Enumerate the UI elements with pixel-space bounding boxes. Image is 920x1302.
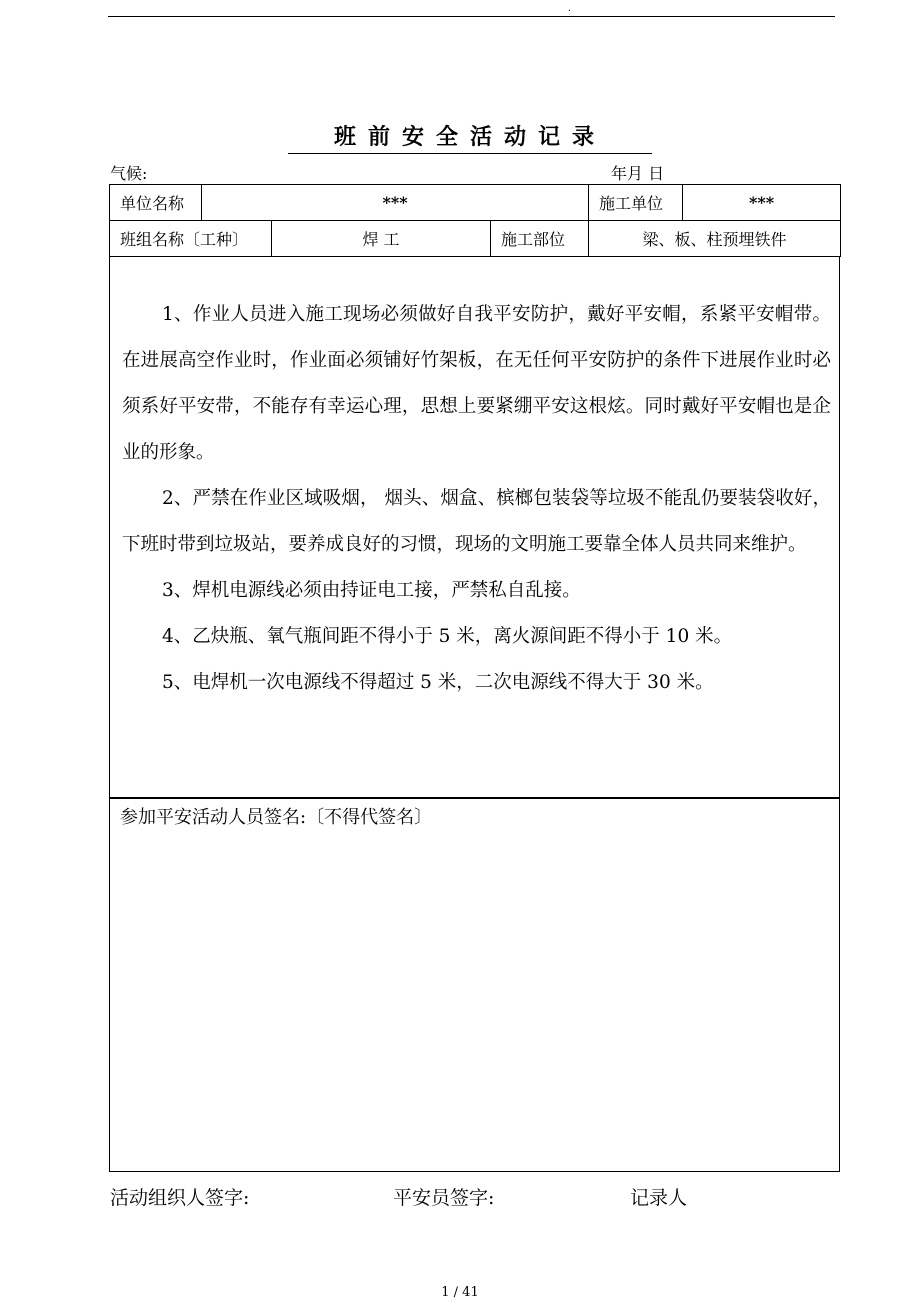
info-table bbox=[109, 184, 841, 257]
safety-item-2: 2、严禁在作业区域吸烟， 烟头、烟盒、槟榔包装袋等垃圾不能乱仍要装袋收好，下班时带到垃圾站，要养成良好的习惯，现场的文明施工要靠全体人员共同来维护。 bbox=[122, 488, 831, 555]
team-value: 焊 工 bbox=[272, 221, 491, 257]
safety-item-1: 1、作业人员进入施工现场必须做好自我平安防护，戴好平安帽，系紧平安帽带。在进展高空作业时，作业面必须铺好竹架板，在无任何平安防护的条件下进展作业时必须系好平安带，不能存有幸运心理，思想上要紧绷平安这根炫。同时戴好平安帽也是企业的形象。 bbox=[122, 304, 831, 463]
table-row bbox=[110, 221, 841, 257]
safety-officer-signature-label: 平安员签字: bbox=[393, 1187, 495, 1209]
location-value: 梁、板、柱预埋铁件 bbox=[589, 221, 841, 257]
participants-label: 参加平安活动人员签名:〔不得代签名〕 bbox=[120, 807, 433, 828]
unit-name-label: 单位名称 bbox=[110, 185, 202, 221]
construction-unit-label: 施工单位 bbox=[589, 185, 683, 221]
header-mark: . bbox=[568, 4, 571, 14]
safety-item-3: 3、焊机电源线必须由持证电工接，严禁私自乱接。 bbox=[162, 580, 581, 601]
recorder-label: 记录人 bbox=[630, 1187, 688, 1209]
construction-unit-value: *** bbox=[683, 185, 841, 221]
page-title: 班前安全活动记录 bbox=[288, 120, 652, 154]
safety-item-5: 5、电焊机一次电源线不得超过 5 米，二次电源线不得大于 30 米。 bbox=[162, 672, 714, 693]
weather-label: 气候: bbox=[110, 164, 148, 183]
location-label: 施工部位 bbox=[491, 221, 589, 257]
header-rule bbox=[108, 16, 835, 17]
organizer-signature-label: 活动组织人签字: bbox=[110, 1187, 250, 1209]
table-row bbox=[110, 185, 841, 221]
safety-item-4: 4、乙炔瓶、氧气瓶间距不得小于 5 米，离火源间距不得小于 10 米。 bbox=[162, 626, 733, 647]
page-number: 1 / 41 bbox=[441, 1285, 479, 1300]
participants-signature-box bbox=[109, 798, 840, 1172]
date-label: 年月 日 bbox=[611, 164, 665, 183]
safety-content bbox=[109, 256, 840, 798]
unit-name-value: *** bbox=[202, 185, 589, 221]
team-label: 班组名称〔工种〕 bbox=[110, 221, 272, 257]
